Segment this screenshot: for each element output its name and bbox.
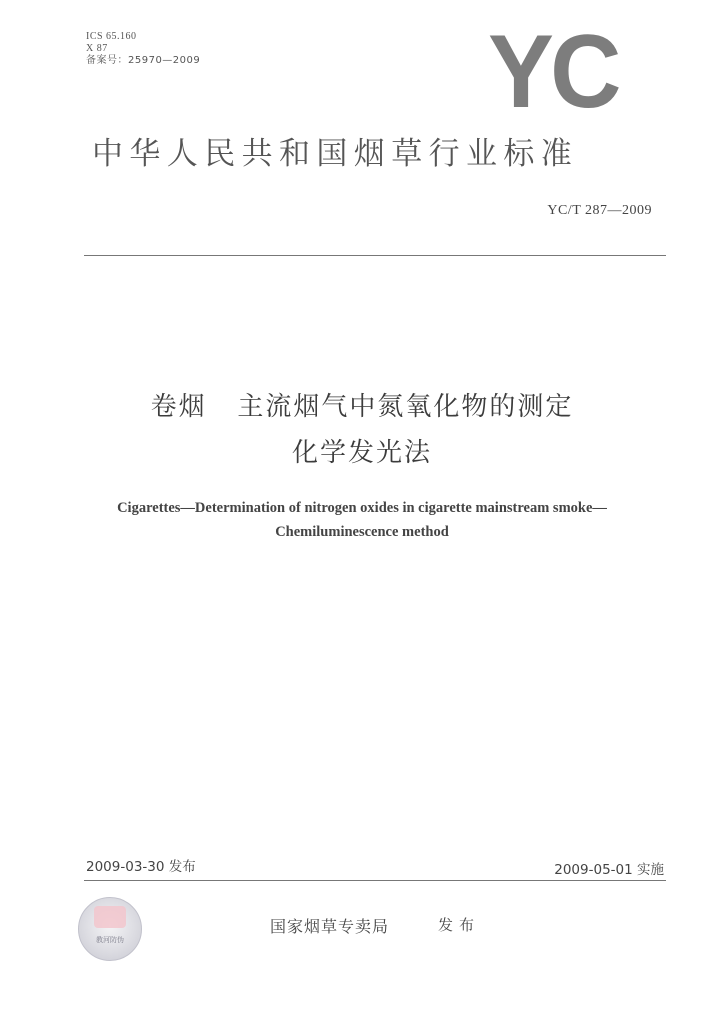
- issuing-authority: 国家烟草专卖局: [270, 917, 390, 936]
- document-title-cn-line1: 卷烟 主流烟气中氮氧化物的测定: [150, 392, 574, 422]
- seal-label: 教河防伪: [96, 936, 124, 944]
- implementation-date: 2009-05-01 实施: [554, 862, 664, 878]
- standard-category-title: 中华人民共和国烟草行业标准: [92, 136, 579, 172]
- seal-emblem: [94, 906, 126, 928]
- document-title-en-line1: Cigarettes—Determination of nitrogen oxides in cigarette mainstream smoke—: [117, 500, 607, 516]
- document-title-cn-line2: 化学发光法: [291, 438, 432, 468]
- bottom-divider: [84, 880, 666, 881]
- standard-number: YC/T 287—2009: [547, 203, 652, 218]
- issue-date: 2009-03-30 发布: [86, 859, 196, 875]
- yc-logo: YC: [488, 14, 618, 130]
- top-divider: [84, 255, 666, 256]
- ics-code: ICS 65.160: [86, 31, 137, 42]
- record-number: 备案号：25970—2009: [86, 55, 201, 66]
- anti-counterfeit-seal: [78, 897, 142, 961]
- issue-label: 发布: [438, 916, 481, 934]
- category-code: X 87: [86, 43, 108, 54]
- document-title-en-line2: Chemiluminescence method: [275, 524, 449, 540]
